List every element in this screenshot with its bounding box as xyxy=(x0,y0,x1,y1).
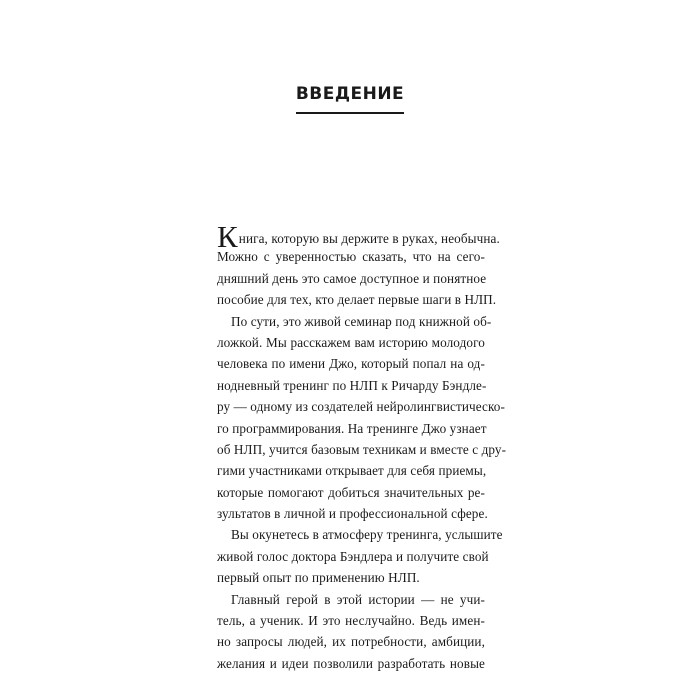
text-line: Главный герой в этой истории — не учи- xyxy=(231,591,485,607)
text-line: ру — одному из создателей нейролингвистическо- xyxy=(217,399,505,415)
text-line: ложкой. Мы расскажем вам историю молодого xyxy=(217,334,485,350)
chapter-title: ВВЕДЕНИЕ xyxy=(296,84,404,114)
text-line: живой голос доктора Бэндлера и получите свой xyxy=(217,548,489,564)
text-line: го программирования. На тренинге Джо узнает xyxy=(217,420,487,436)
text-line: которые помогают добиться значительных ре- xyxy=(217,484,485,500)
text-line: По сути, это живой семинар под книжной об- xyxy=(231,313,492,329)
text-line: пособие для тех, кто делает первые шаги в НЛП. xyxy=(217,292,497,308)
chapter-heading xyxy=(0,84,700,114)
text-line: нодневный тренинг по НЛП к Ричарду Бэндле- xyxy=(217,377,487,393)
text-line: Можно с уверенностью сказать, что на сего- xyxy=(217,249,485,265)
text-line: человека по имени Джо, который попал на од- xyxy=(217,356,485,372)
body-text xyxy=(217,219,507,674)
text-line: гими участниками открывает для себя приемы, xyxy=(217,463,487,479)
text-line: Вы окунетесь в атмосферу тренинга, услышите xyxy=(231,527,503,543)
text-line: желания и идеи позволили разработать новые xyxy=(217,655,485,671)
text-line: Книга, которую вы держите в руках, необычна. xyxy=(217,219,500,254)
text-line: тель, а ученик. И это неслучайно. Ведь имен- xyxy=(217,613,485,629)
text-line: первый опыт по применению НЛП. xyxy=(217,570,420,586)
text-line: дняшний день это самое доступное и понятное xyxy=(217,270,487,286)
text-line: зультатов в личной и профессиональной сфере. xyxy=(217,506,488,522)
drop-cap: К xyxy=(217,219,238,254)
text-line: но запросы людей, их потребности, амбиции, xyxy=(217,634,485,650)
text-line: об НЛП, учится базовым техникам и вместе с дру- xyxy=(217,441,507,457)
